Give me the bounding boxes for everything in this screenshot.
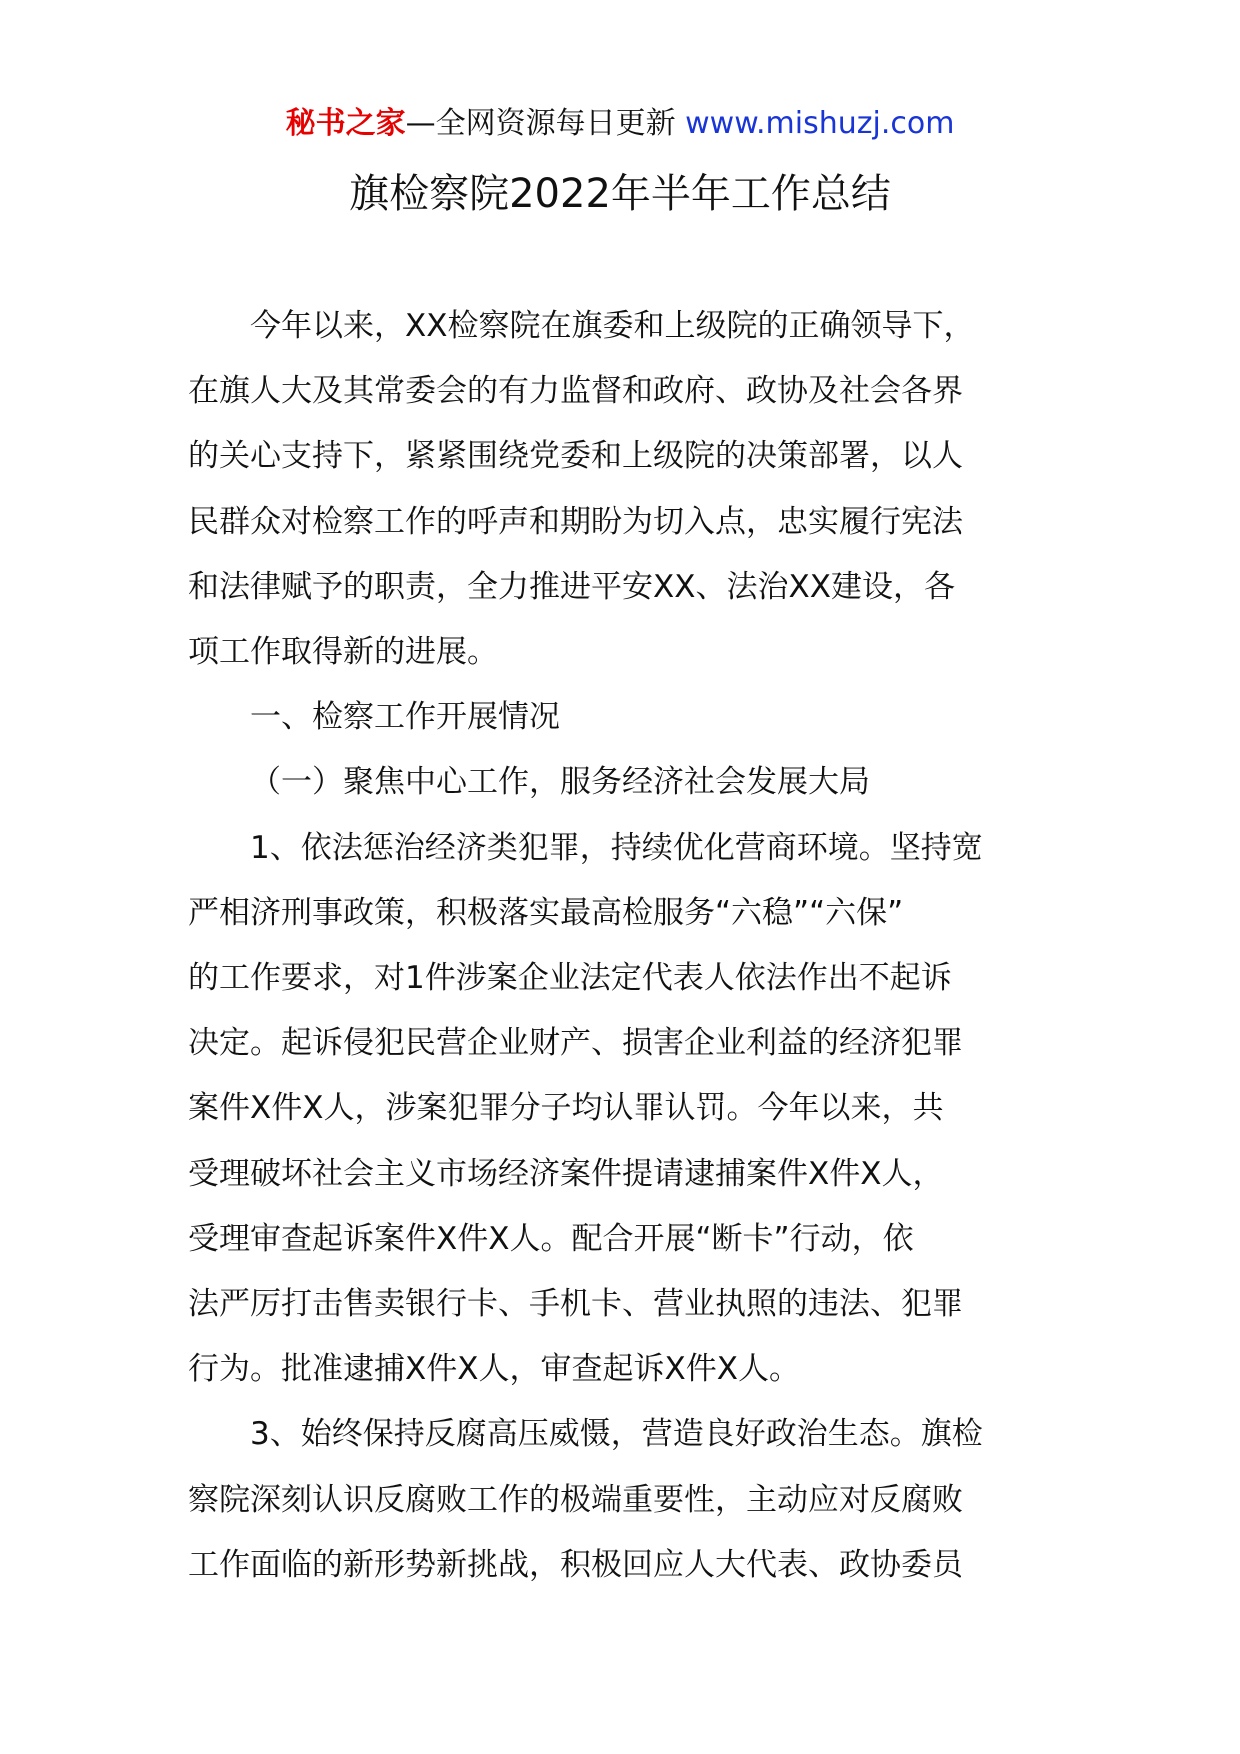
intro-paragraph [188, 294, 1068, 685]
site-header [0, 104, 1240, 144]
text-line: 和法律赋予的职责，全力推进平安XX、法治XX建设，各 [188, 568, 955, 605]
text-line: 3、始终保持反腐高压威慑，营造良好政治生态。旗检 [250, 1416, 983, 1453]
brand-name: 秘书之家 [285, 106, 406, 141]
header-tagline: —全网资源每日更新 [405, 106, 686, 141]
text-line: 案件X件X人，涉案犯罪分子均认罪认罚。今年以来，共 [188, 1090, 944, 1127]
text-line: 法严厉打击售卖银行卡、手机卡、营业执照的违法、犯罪 [188, 1286, 963, 1323]
text-line: 1、依法惩治经济类犯罪，持续优化营商环境。坚持宽 [250, 829, 983, 866]
text-line: 受理审查起诉案件X件X人。配合开展“断卡”行动，依 [188, 1220, 914, 1257]
text-line: 严相济刑事政策，积极落实最高检服务“六稳”“六保” [188, 894, 904, 931]
text-line: 受理破坏社会主义市场经济案件提请逮捕案件X件X人， [188, 1155, 944, 1192]
text-line: 今年以来，XX检察院在旗委和上级院的正确领导下， [250, 308, 975, 344]
item-paragraph-3 [188, 1402, 1068, 1598]
text-line: 察院深刻认识反腐败工作的极端重要性，主动应对反腐败 [188, 1481, 963, 1518]
text-line: 决定。起诉侵犯民营企业财产、损害企业利益的经济犯罪 [188, 1025, 963, 1062]
section-heading-1 [188, 685, 1068, 750]
text-line: 工作面临的新形势新挑战，积极回应人大代表、政协委员 [188, 1546, 963, 1583]
text-line: （一）聚焦中心工作，服务经济社会发展大局 [250, 764, 870, 801]
text-line: 项工作取得新的进展。 [188, 634, 498, 671]
subsection-heading-1 [188, 750, 1068, 815]
text-line: 的工作要求，对1件涉案企业法定代表人依法作出不起诉 [188, 960, 952, 997]
site-url-link[interactable]: www.mishuzj.com [685, 106, 955, 141]
text-line: 一、检察工作开展情况 [250, 699, 560, 736]
text-line: 民群众对检察工作的呼声和期盼为切入点，忠实履行宪法 [188, 503, 963, 540]
document-body [188, 294, 1068, 1598]
text-line: 在旗人大及其常委会的有力监督和政府、政协及社会各界 [188, 373, 963, 410]
text-line: 的关心支持下，紧紧围绕党委和上级院的决策部署，以人 [188, 438, 963, 475]
document-title: 旗检察院2022年半年工作总结 [349, 171, 891, 217]
text-line: 行为。批准逮捕X件X人，审查起诉X件X人。 [188, 1351, 800, 1388]
item-paragraph-1 [188, 816, 1068, 1403]
